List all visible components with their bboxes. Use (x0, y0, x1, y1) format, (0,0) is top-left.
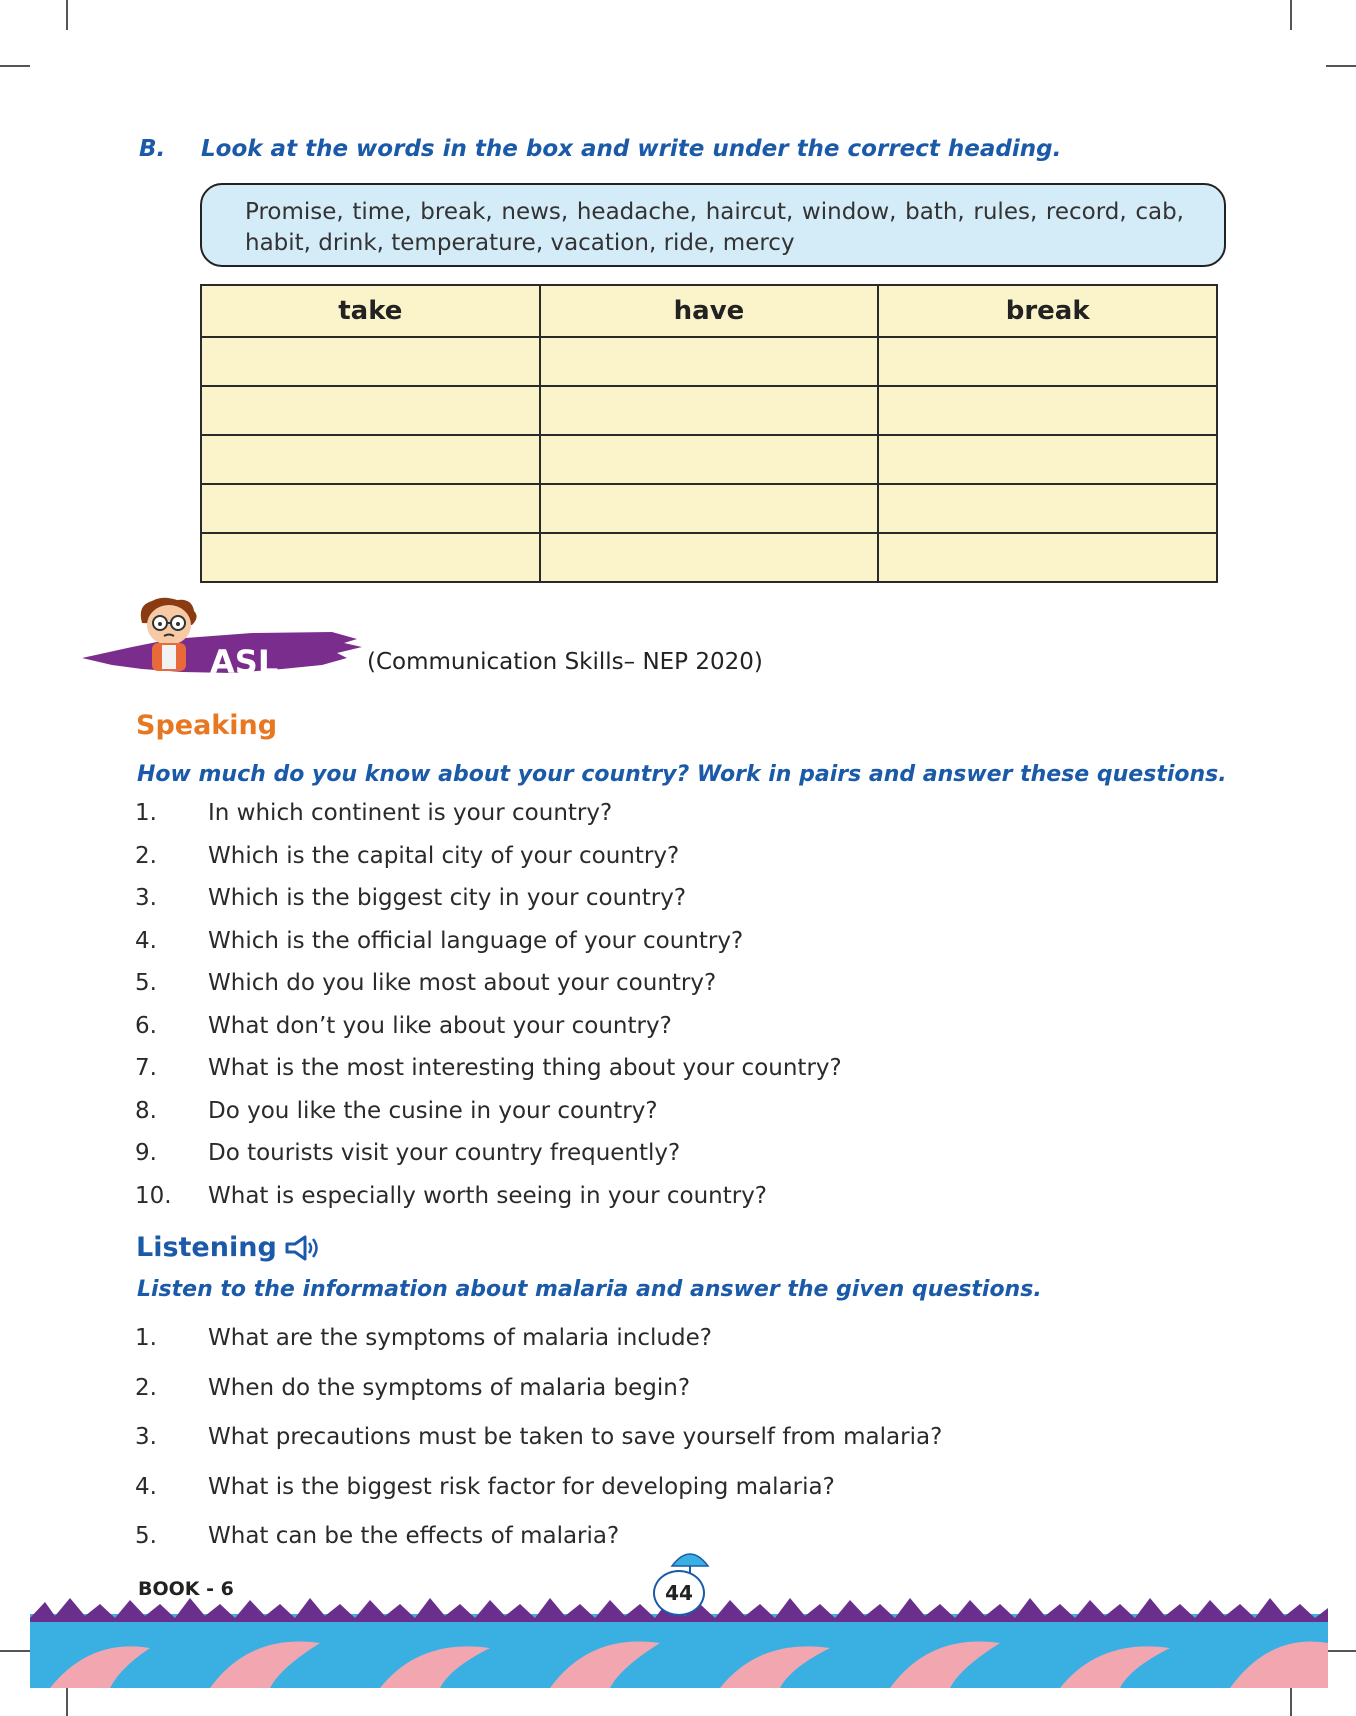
section-letter: B. (139, 136, 166, 162)
table-cell[interactable] (201, 435, 540, 484)
crop-mark (66, 0, 68, 30)
table-cell[interactable] (540, 386, 879, 435)
question-number: 2. (135, 842, 157, 869)
crop-mark (0, 1650, 30, 1652)
question-number: 5. (135, 1523, 157, 1549)
list-item (135, 1325, 942, 1375)
question-text: What don’t you like about your country? (208, 1012, 672, 1039)
table-cell[interactable] (540, 337, 879, 386)
question-number: 1. (135, 1325, 157, 1351)
table-cell[interactable] (878, 484, 1217, 533)
crop-mark (1326, 65, 1356, 67)
question-number: 5. (135, 970, 157, 996)
list-item (135, 1013, 842, 1056)
table-row (201, 386, 1217, 435)
question-text: Do you like the cusine in your country? (208, 1097, 658, 1124)
listening-questions (135, 1325, 942, 1573)
book-label: BOOK - 6 (138, 1578, 234, 1600)
list-item (135, 1474, 942, 1524)
table-cell[interactable] (540, 435, 879, 484)
question-text: In which continent is your country? (208, 800, 613, 826)
crop-mark (66, 1686, 68, 1716)
speaking-heading: Speaking (136, 710, 278, 741)
table-row (201, 484, 1217, 533)
question-text: Do tourists visit your country frequently? (208, 1140, 681, 1166)
table-cell[interactable] (878, 337, 1217, 386)
header-have: have (540, 285, 879, 337)
question-number: 1. (135, 800, 157, 826)
table-cell[interactable] (201, 337, 540, 386)
question-number: 3. (135, 885, 157, 911)
question-number: 4. (135, 927, 157, 954)
list-item (135, 1523, 942, 1573)
speaking-instruction: How much do you know about your country? Work in pairs and answer these questions. (137, 762, 1227, 787)
asl-caption: (Communication Skills– NEP 2020) (367, 649, 763, 675)
table-cell[interactable] (878, 386, 1217, 435)
crop-mark (1326, 1650, 1356, 1652)
list-item (135, 1140, 842, 1183)
section-b-instruction (139, 136, 1061, 162)
list-item (135, 800, 842, 843)
crop-mark (0, 65, 30, 67)
list-item (135, 1055, 842, 1098)
question-text: What are the symptoms of malaria include? (208, 1325, 712, 1351)
header-break: break (878, 285, 1217, 337)
list-item (135, 928, 842, 971)
speaking-questions (135, 800, 842, 1225)
speaker-icon[interactable] (283, 1233, 323, 1263)
table-cell[interactable] (878, 533, 1217, 582)
table-cell[interactable] (201, 386, 540, 435)
crop-mark (1290, 0, 1292, 30)
question-text: Which is the official language of your country? (208, 927, 744, 954)
question-text: Which is the capital city of your country? (208, 842, 680, 869)
list-item (135, 1183, 842, 1226)
listening-instruction: Listen to the information about malaria and answer the given questions. (137, 1277, 1042, 1302)
question-number: 8. (135, 1097, 157, 1124)
question-text: What is the biggest risk factor for developing malaria? (208, 1473, 835, 1500)
question-text: When do the symptoms of malaria begin? (208, 1374, 691, 1401)
page-number: 44 (653, 1570, 705, 1616)
asl-badge: ASL (210, 643, 279, 681)
list-item (135, 1098, 842, 1141)
table-cell[interactable] (201, 484, 540, 533)
table-cell[interactable] (201, 533, 540, 582)
listening-heading (136, 1232, 323, 1263)
section-b-text: Look at the words in the box and write under the correct heading. (201, 136, 1062, 162)
list-item (135, 1375, 942, 1425)
table-row (201, 337, 1217, 386)
word-box: Promise, time, break, news, headache, haircut, window, bath, rules, record, cab, habit, drink, temperature, vacation, ride, mercy (200, 183, 1226, 267)
table-row (201, 435, 1217, 484)
question-text: Which is the biggest city in your country? (208, 885, 687, 911)
header-take: take (201, 285, 540, 337)
list-item (135, 970, 842, 1013)
list-item (135, 1424, 942, 1474)
question-text: Which do you like most about your country? (208, 970, 717, 996)
question-number: 3. (135, 1424, 157, 1450)
listening-heading-text: Listening (136, 1232, 277, 1263)
list-item (135, 843, 842, 886)
question-number: 4. (135, 1473, 157, 1500)
word-sort-table (200, 284, 1218, 583)
question-number: 9. (135, 1140, 157, 1166)
table-cell[interactable] (878, 435, 1217, 484)
asl-banner (82, 595, 362, 695)
question-text: What precautions must be taken to save yourself from malaria? (208, 1424, 943, 1450)
table-row (201, 533, 1217, 582)
question-number: 6. (135, 1012, 157, 1039)
table-cell[interactable] (540, 533, 879, 582)
crop-mark (1290, 1686, 1292, 1716)
question-text: What can be the effects of malaria? (208, 1523, 620, 1549)
question-text: What is the most interesting thing about your country? (208, 1055, 842, 1081)
question-number: 7. (135, 1055, 157, 1081)
question-number: 10. (135, 1182, 172, 1209)
question-text: What is especially worth seeing in your country? (208, 1182, 768, 1209)
question-number: 2. (135, 1374, 157, 1401)
table-cell[interactable] (540, 484, 879, 533)
list-item (135, 885, 842, 928)
